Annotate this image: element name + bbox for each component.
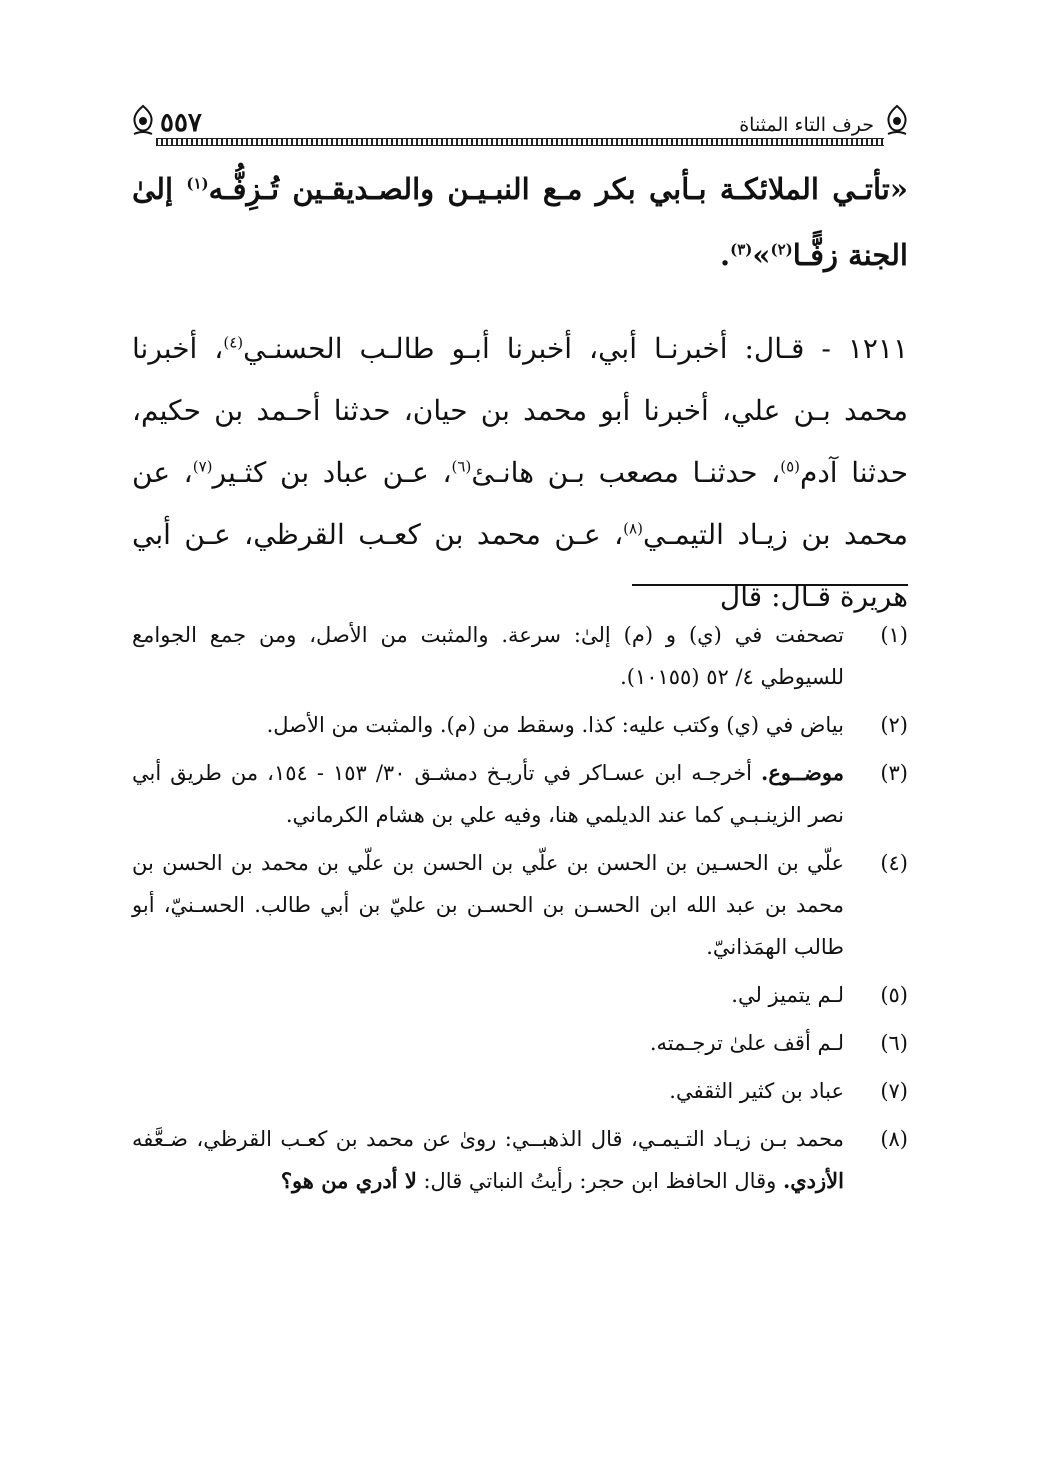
footnote-ref: (٦)	[451, 457, 472, 476]
close-quote: »	[752, 238, 771, 272]
footnote-number: (٢)	[880, 713, 908, 737]
running-header	[128, 98, 912, 146]
ornament-icon	[882, 104, 912, 138]
footnote-ref: (٥)	[780, 457, 800, 476]
footnote-number: (٤)	[880, 851, 908, 875]
footnote-separator	[632, 584, 908, 586]
header-title: حرف التاء المثناة	[739, 114, 874, 136]
footnote-text: عباد بن كثير الثقفي.	[669, 1079, 844, 1103]
footnote-number: (٦)	[880, 1031, 908, 1055]
footnote-ref: (٤)	[223, 333, 244, 352]
footnote-ref: (٢)	[770, 240, 793, 259]
footnote-bold-name: الأزدي.	[782, 1168, 844, 1193]
footnote-item	[132, 974, 908, 1016]
hadith-end: .	[719, 238, 731, 272]
isnad-part: ، عـن عباد بن كثـير	[212, 456, 452, 489]
ornament-icon	[128, 104, 158, 138]
open-quote: «	[889, 172, 908, 206]
footnote-text: تصحفت في (ي) و (م) إلىٰ: سرعة. والمثبت من الأصل، ومن جمع الجوامع للسيوطي ٤/ ٥٢ (١٠١٥٥).	[132, 623, 844, 689]
hadith-text-part2: إلىٰ الجنة زفًّـا	[132, 172, 908, 272]
page-number: ٥٥٧	[160, 108, 202, 138]
footnote-number: (٧)	[880, 1079, 908, 1103]
footnotes-list	[132, 614, 908, 1208]
footnote-ref: (٧)	[192, 457, 213, 476]
isnad-part: ، حدثنـا مصعب بـن هانـئ	[471, 456, 781, 489]
footnote-ref: (١)	[186, 174, 209, 193]
hadith-text-part1: تأتـي الملائكـة بـأبي بكر مـع النبـيـن والصـديقـين تُـزِفُّـه	[208, 172, 890, 206]
hadith-text	[132, 156, 908, 288]
footnote-item	[132, 1022, 908, 1064]
isnad-part: ، عن محمد بن زيـاد التيمـي	[132, 456, 908, 551]
footnote-text: لـم يتميز لي.	[731, 983, 844, 1007]
footnote-text: محمد بـن زيـاد التـيمـي، قال الذهبــي: روىٰ عن محمد بن كعـب القرظي، ضـعَّفه	[132, 1127, 844, 1151]
footnote-verdict: موضــوع.	[761, 760, 844, 785]
footnote-number: (٥)	[880, 983, 908, 1007]
header-divider	[156, 138, 884, 146]
isnad-paragraph	[132, 318, 908, 628]
isnad-part: ، عـن محمد بن كعـب القرظي، عـن أبي هريرة قـال: قال	[132, 518, 908, 613]
footnote-text: لـم أقف علىٰ ترجـمته.	[649, 1031, 844, 1055]
footnote-item	[132, 752, 908, 836]
footnote-text: علّي بن الحسـين بن الحسن بن علّي بن الحسن بن علّي بن محمد بن الحسن بن محمد بن عبد الله ابن الحسـن بن الحسـن بن عليّ بن أبي طالب. الحسـنيّ، أبو طالب الهمَذانيّ.	[132, 851, 844, 959]
footnote-text: وقال الحافظ ابن حجر: رأيتُ النباتي قال:	[416, 1169, 783, 1193]
footnote-item	[132, 704, 908, 746]
footnote-text: بياض في (ي) وكتب عليه: كذا. وسقط من (م). والمثبت من الأصل.	[266, 713, 844, 737]
footnote-item	[132, 1118, 908, 1202]
footnote-item	[132, 614, 908, 698]
footnote-bold-quote: لا أدري من هو؟	[280, 1168, 417, 1193]
footnote-ref: (٨)	[623, 519, 643, 538]
footnote-ref: (٣)	[730, 240, 753, 259]
footnote-text: أخرجـه ابن عسـاكر في تأريـخ دمشـق ٣٠/ ١٥٣ - ١٥٤، من طريق أبي نصر الزينـبـي كما عند الديلمي هنا، وفيه علي بن هشام الكرماني.	[132, 761, 844, 827]
isnad-part: ، أخبرنا محمد بـن علي، أخبرنا أبو محمد بن حيان، حدثنا أحـمد بن حكيم، حدثنا آدم	[132, 332, 909, 489]
footnote-number: (٨)	[880, 1127, 908, 1151]
isnad-part: ١٢١١ - قـال: أخبرنـا أبي، أخبرنا أبـو طالـب الحسنـي	[243, 332, 908, 365]
footnote-number: (٣)	[880, 761, 908, 785]
footnote-item	[132, 1070, 908, 1112]
footnote-number: (١)	[880, 623, 908, 647]
footnote-item	[132, 842, 908, 968]
